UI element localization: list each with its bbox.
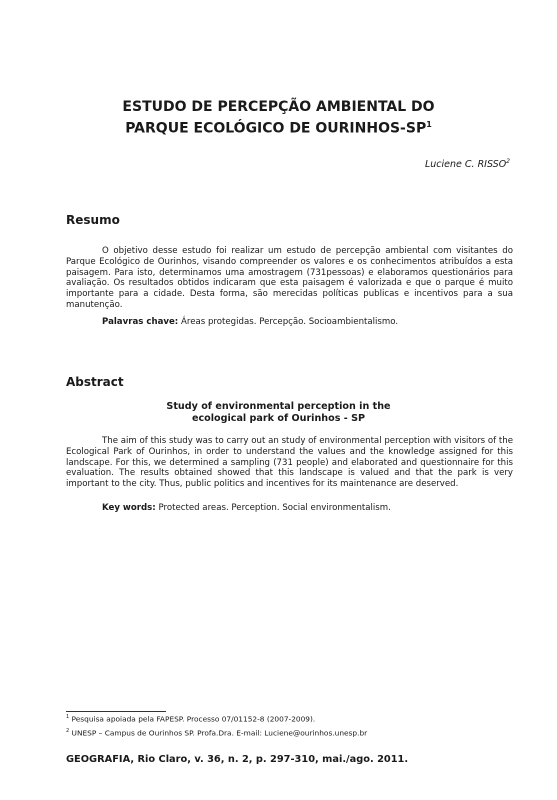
footnote-1-text: Pesquisa apoiada pela FAPESP. Processo 07/01152-8 (2007-2009). bbox=[71, 714, 316, 724]
title-footnote-mark: 1 bbox=[426, 120, 432, 129]
abstract-keywords bbox=[102, 503, 391, 514]
resumo-body: O objetivo desse estudo foi realizar um estudo de percepção ambiental com visitantes do Parque Ecológico de Ourinhos, visando compreender os valores e os conhecimentos atribuídos a esta paisagem. Para isto, determinamos uma amostragem (731pessoas) e elaboramos questionários para avaliação. Os resultados obtidos indicaram que esta paisagem é valorizada e que o parque é muito importante para a cidade. Desta forma, são merecidas políticas publicas e incentivos para a sua manutenção. bbox=[66, 246, 513, 310]
abstract-heading: Abstract bbox=[66, 375, 124, 389]
abstract-paragraph bbox=[66, 436, 513, 490]
footnote-divider bbox=[66, 711, 166, 712]
footnote-2-text: UNESP – Campus de Ourinhos SP. Profa.Dra. E-mail: Luciene@ourinhos.unesp.br bbox=[71, 728, 368, 738]
abstract-title bbox=[0, 401, 557, 424]
footnote-2 bbox=[66, 727, 367, 737]
resumo-heading: Resumo bbox=[66, 213, 120, 227]
article-title-line-2 bbox=[0, 116, 557, 138]
resumo-paragraph bbox=[66, 246, 513, 311]
footnote-2-mark: 2 bbox=[66, 728, 70, 734]
abstract-body: The aim of this study was to carry out an study of environmental perception with visitors of the Ecological Park of Ourinhos, in order to understand the values and the knowledge assigned for this landscape. For this, we determined a sampling (731 people) and elaborated and questionnaire for this evaluation. The results obtained showed that this landscape is valued and that the park is very important to the city. Thus, public politics and incentives for its maintenance are deserved. bbox=[66, 436, 513, 490]
article-title-line-2-text: PARQUE ECOLÓGICO DE OURINHOS-SP bbox=[125, 120, 427, 137]
author-name bbox=[425, 158, 510, 170]
resumo-keywords-text: Áreas protegidas. Percepção. Socioambientalismo. bbox=[180, 317, 399, 327]
article-title bbox=[0, 99, 557, 138]
abstract-keywords-text: Protected areas. Perception. Social environmentalism. bbox=[158, 503, 391, 513]
abstract-title-line-1: Study of environmental perception in the bbox=[166, 401, 391, 412]
resumo-keywords bbox=[102, 317, 398, 328]
author-footnote-mark: 2 bbox=[506, 158, 510, 165]
article-title-line-1: ESTUDO DE PERCEPÇÃO AMBIENTAL DO bbox=[122, 99, 435, 115]
resumo-keywords-label: Palavras chave: bbox=[102, 317, 179, 327]
footnote-1 bbox=[66, 713, 315, 723]
journal-citation-footer: GEOGRAFIA, Rio Claro, v. 36, n. 2, p. 297-310, mai./ago. 2011. bbox=[66, 754, 409, 765]
abstract-keywords-label: Key words: bbox=[102, 503, 156, 513]
abstract-title-line-2: ecological park of Ourinhos - SP bbox=[191, 412, 366, 424]
footnote-1-mark: 1 bbox=[66, 714, 70, 720]
author-name-text: Luciene C. RISSO bbox=[424, 159, 507, 171]
